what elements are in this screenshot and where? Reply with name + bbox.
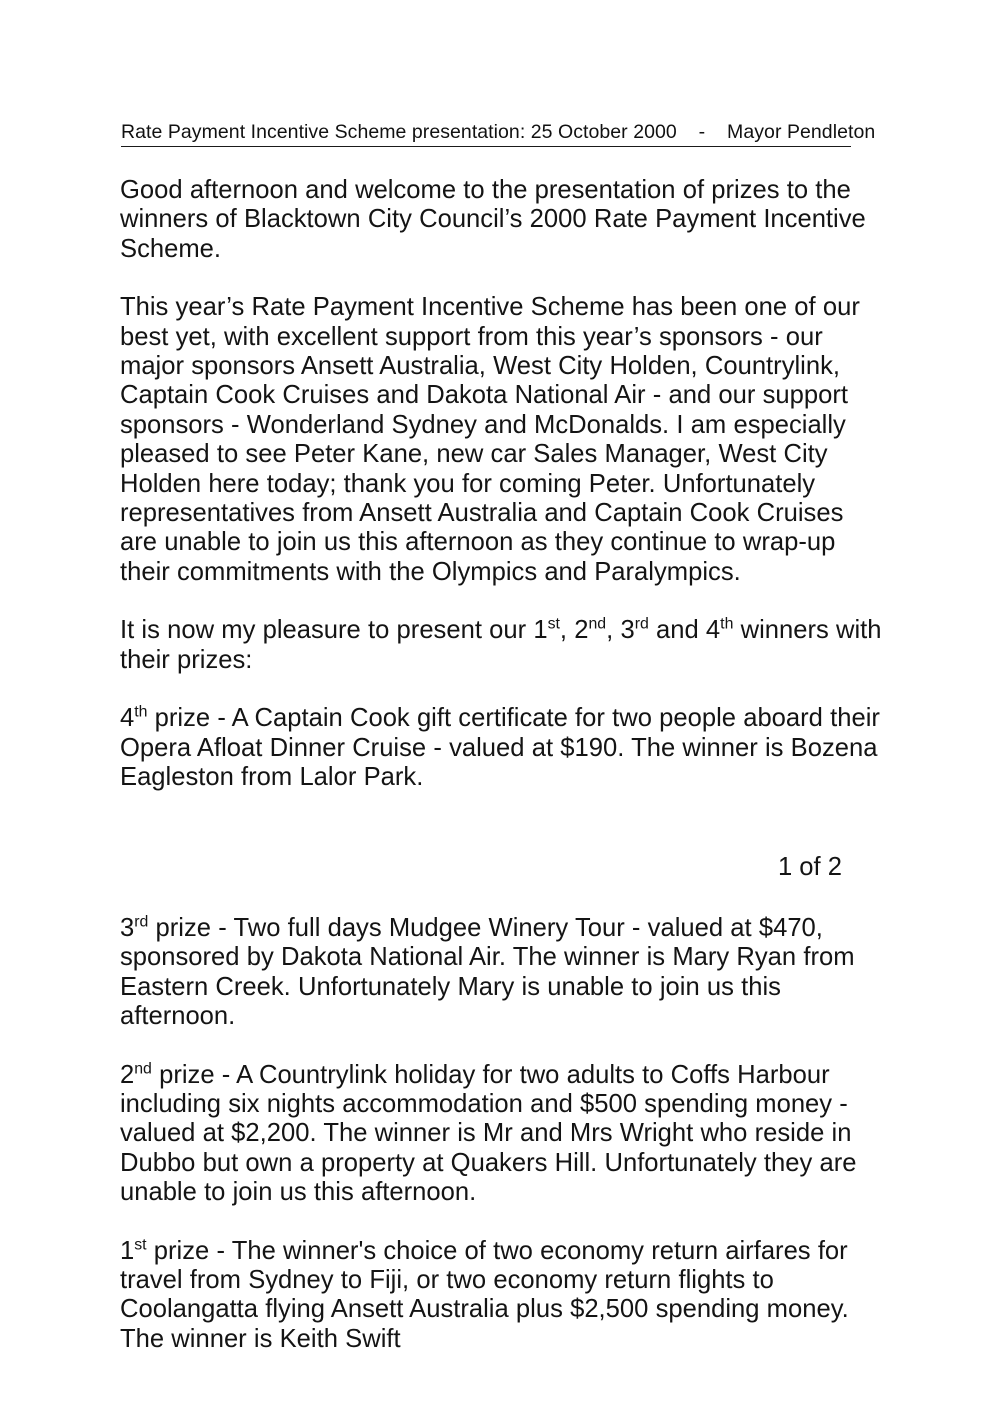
prize2-ordinal-number: 2 xyxy=(120,1060,135,1089)
ordinal-second-suffix: nd xyxy=(588,615,607,633)
ordinal-fourth-suffix: th xyxy=(720,615,734,633)
document-body-first-section xyxy=(120,176,882,792)
ordinal-fourth-number: 4 xyxy=(705,616,721,645)
page-number-indicator: 1 of 2 xyxy=(777,853,842,881)
prize4-ordinal-number: 4 xyxy=(120,704,135,733)
document-body-second-section xyxy=(120,914,890,1354)
prize4-ordinal-suffix: th xyxy=(134,703,148,721)
paragraph-prize-first xyxy=(120,1237,890,1355)
paragraph-sponsors: This year’s Rate Payment Incentive Scheme has been one of our best yet, with excellent support from this year’s sponsors - our major sponsors Ansett Australia, West City Holden, Countrylink, Captain Cook Cruises and Dakota National Air - and our support sponsors - Wonderland Sydney and McDonalds. I am especially pleased to see Peter Kane, new car Sales Manager, West City Holden here today; thank you for coming Peter. Unfortunately representatives from Ansett Australia and Captain Cook Cruises are unable to join us this afternoon as they continue to wrap-up their commitments with the Olympics and Paralympics. xyxy=(120,293,860,586)
paragraph-pleasure xyxy=(120,616,882,675)
paragraph-prize-fourth xyxy=(120,704,882,792)
ordinal-third-suffix: rd xyxy=(634,615,649,633)
ordinal-second-number: 2 xyxy=(574,616,589,645)
prize1-text: prize - The winner's choice of two economy return airfares for travel from Sydney to Fiji, or two economy return flights to Coolangatta flying Ansett Australia plus $2,500 spending money. The winner is Keith Swift xyxy=(120,1236,849,1353)
prize2-ordinal-suffix: nd xyxy=(134,1060,152,1078)
paragraph-prize-second xyxy=(120,1061,890,1208)
ordinal-separator-and: and xyxy=(648,616,706,645)
ordinal-first-number: 1 xyxy=(533,616,548,645)
prize3-ordinal-suffix: rd xyxy=(134,913,149,931)
document-running-header: Rate Payment Incentive Scheme presentation: 25 October 2000 - Mayor Pendleton xyxy=(121,120,851,147)
pleasure-lead-text: It is now my pleasure to present our xyxy=(120,616,534,645)
paragraph-prize-third xyxy=(120,914,890,1032)
ordinal-separator-comma-1: , xyxy=(559,616,575,645)
paragraph-welcome: Good afternoon and welcome to the presentation of prizes to the winners of Blacktown City Council’s 2000 Rate Payment Incentive Scheme. xyxy=(120,176,866,263)
prize1-ordinal-suffix: st xyxy=(134,1236,147,1254)
ordinal-separator-comma-2: , xyxy=(606,616,621,645)
prize1-ordinal-number: 1 xyxy=(120,1236,135,1265)
prize3-text: prize - Two full days Mudgee Winery Tour - valued at $470, sponsored by Dakota National Air. The winner is Mary Ryan from Eastern Creek. Unfortunately Mary is unable to join us this afternoon. xyxy=(120,914,855,1031)
ordinal-first-suffix: st xyxy=(547,615,560,633)
prize3-ordinal-number: 3 xyxy=(120,914,135,942)
prize2-text: prize - A Countrylink holiday for two adults to Coffs Harbour including six nights accommodation and $500 spending money - valued at $2,200. The winner is Mr and Mrs Wright who reside in Dubbo but own a property at Quakers Hill. Unfortunately they are unable to join us this afternoon. xyxy=(120,1060,857,1207)
ordinal-third-number: 3 xyxy=(620,616,635,645)
page-number-row xyxy=(120,853,842,882)
prize4-text: prize - A Captain Cook gift certificate for two people aboard their Opera Afloat Dinner Cruise - valued at $190. The winner is Bozena Eagleston from Lalor Park. xyxy=(120,704,880,791)
pleasure-tail-text: winners with their prizes: xyxy=(120,616,882,674)
